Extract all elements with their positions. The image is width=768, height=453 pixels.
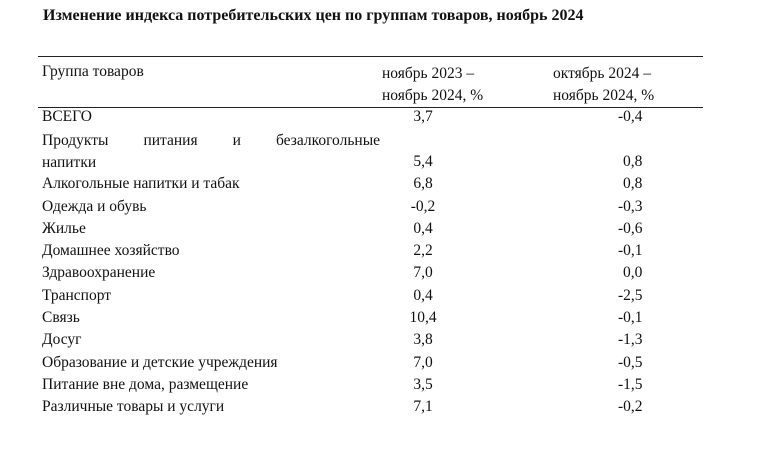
row-yoy: 3,5 — [413, 375, 433, 393]
row-mom: 0,8 — [623, 175, 643, 193]
table-row — [38, 309, 703, 331]
row-name — [42, 130, 380, 174]
header-mom-line1: октябрь 2024 – — [553, 65, 651, 82]
row-yoy: 5,4 — [413, 153, 433, 171]
row-yoy: 6,8 — [413, 175, 433, 193]
header-yoy-line2: ноябрь 2024, % — [382, 87, 484, 104]
table-row — [38, 198, 703, 220]
row-mom: -0,1 — [618, 309, 643, 327]
row-name: Транспорт — [42, 286, 112, 304]
row-yoy: -0,2 — [410, 197, 436, 215]
cpi-table — [38, 56, 703, 421]
row-mom: -0,5 — [618, 353, 643, 371]
row-name: Домашнее хозяйство — [42, 242, 180, 260]
row-yoy: 0,4 — [413, 219, 433, 237]
table-row — [38, 331, 703, 353]
row-mom: 0,8 — [623, 153, 643, 171]
row-mom: 0,0 — [623, 264, 643, 282]
row-mom: -1,3 — [618, 331, 643, 349]
table-row — [38, 242, 703, 264]
row-yoy: 2,2 — [413, 242, 433, 260]
row-name-line1: Продукты питания и безалкогольные — [42, 132, 380, 150]
row-name: Здравоохранение — [42, 264, 156, 282]
table-row — [38, 376, 703, 398]
table-row — [38, 130, 703, 175]
row-name: ВСЕГО — [42, 108, 92, 125]
row-name: Досуг — [42, 331, 82, 349]
row-yoy: 10,4 — [409, 309, 437, 327]
row-name: Жилье — [42, 219, 86, 237]
row-mom: -0,2 — [618, 398, 643, 416]
header-mom-line2: ноябрь 2024, % — [553, 87, 655, 104]
row-mom: -0,3 — [618, 197, 643, 215]
table-row — [38, 287, 703, 309]
table-row — [38, 264, 703, 286]
row-name: Алкогольные напитки и табак — [42, 175, 240, 193]
row-name: Одежда и обувь — [42, 197, 147, 215]
row-name: Образование и детские учреждения — [42, 353, 278, 371]
row-yoy: 3,8 — [413, 331, 433, 349]
header-yoy — [382, 63, 522, 107]
row-yoy: 7,0 — [413, 353, 433, 371]
table-row — [38, 220, 703, 242]
page-title: Изменение индекса потребительских цен по группам товаров, ноябрь 2024 — [43, 7, 584, 24]
table-row — [38, 354, 703, 376]
row-yoy: 3,7 — [413, 108, 433, 125]
row-mom: -1,5 — [618, 375, 643, 393]
table-header — [38, 57, 703, 108]
table-row — [38, 108, 703, 130]
row-mom: -2,5 — [618, 286, 643, 304]
row-mom: -0,6 — [618, 219, 643, 237]
header-mom — [553, 63, 693, 107]
row-name-line2: напитки — [42, 154, 97, 172]
table-row — [38, 398, 703, 420]
header-group: Группа товаров — [42, 63, 144, 80]
row-mom: -0,1 — [618, 242, 643, 260]
row-mom: -0,4 — [618, 108, 643, 125]
row-name: Питание вне дома, размещение — [42, 375, 249, 393]
row-name: Связь — [42, 309, 80, 327]
row-yoy: 7,1 — [413, 398, 433, 416]
row-yoy: 0,4 — [413, 286, 433, 304]
row-name: Различные товары и услуги — [42, 398, 225, 416]
header-yoy-line1: ноябрь 2023 – — [382, 65, 475, 82]
table-row — [38, 175, 703, 197]
row-yoy: 7,0 — [413, 264, 433, 282]
